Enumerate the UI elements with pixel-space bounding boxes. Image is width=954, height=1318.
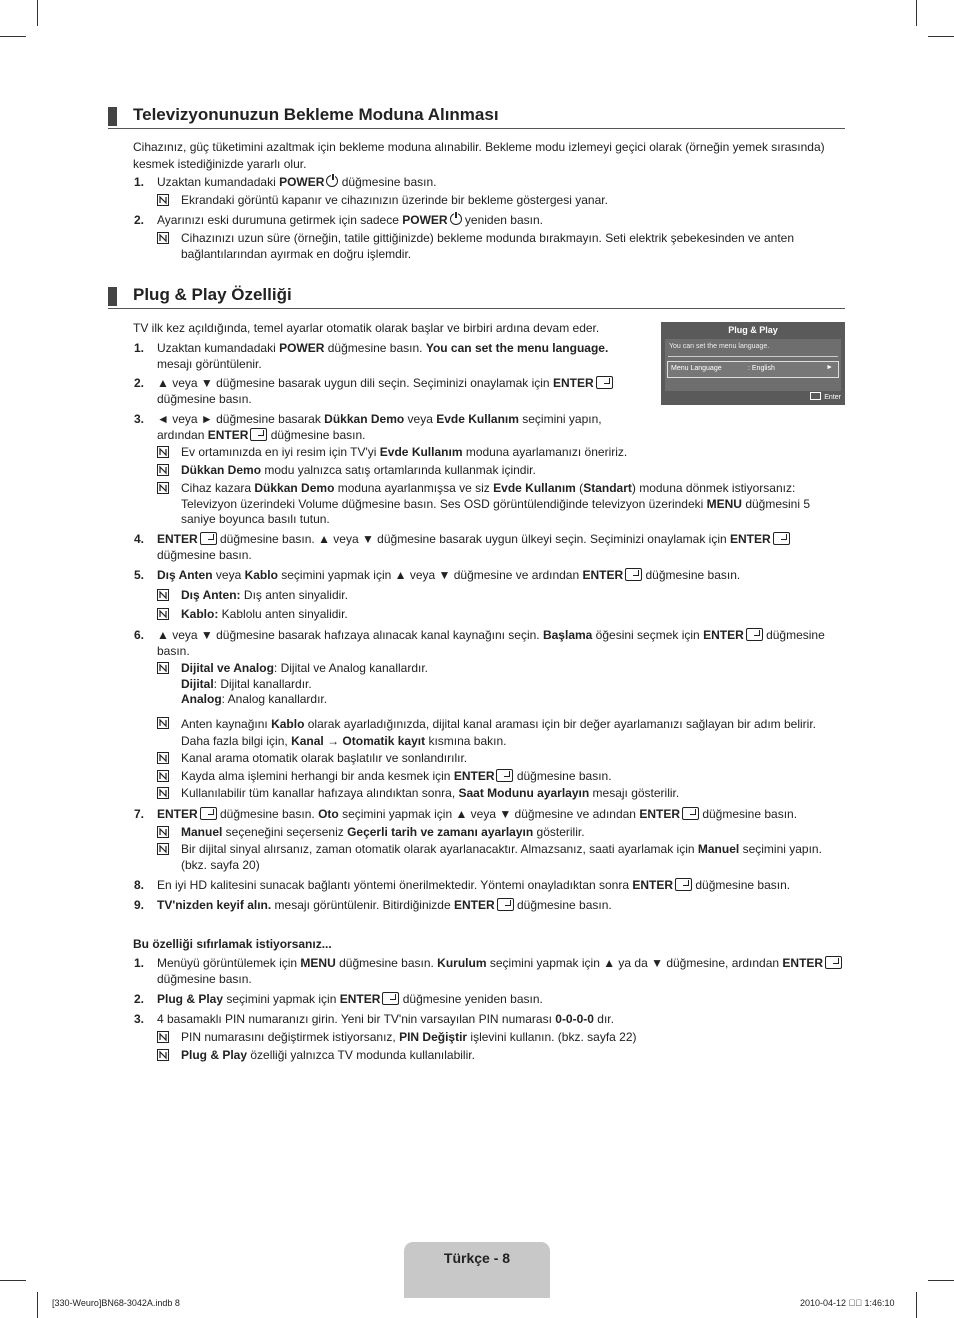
section-title: Televizyonunuzun Bekleme Moduna Alınması xyxy=(133,105,499,124)
step-number: 1. xyxy=(134,956,145,970)
menu-language-label: Menu Language xyxy=(671,365,722,372)
enter-icon xyxy=(773,532,790,545)
note-icon xyxy=(157,464,169,476)
note-icon xyxy=(157,608,169,620)
note-icon xyxy=(157,589,169,601)
step-text: TV'nizden keyif alın. mesajı görüntülenir. Bitirdiğinizde ENTER düğmesine basın. xyxy=(157,898,612,912)
osd-message: You can set the menu language. xyxy=(669,343,770,350)
step-text: Dış Anten veya Kablo seçimini yapmak için ▲ veya ▼ düğmesine ve ardından ENTER düğmesine basın. xyxy=(157,568,741,582)
intro-paragraph: TV ilk kez açıldığında, temel ayarlar otomatik olarak başlar ve birbiri ardına devam eder. xyxy=(133,321,600,335)
menu-language-value: : English xyxy=(748,365,775,372)
heading-bar xyxy=(108,287,117,306)
step-number: 2. xyxy=(134,376,145,390)
note-icon xyxy=(157,717,169,729)
step-text: 4 basamaklı PIN numaranızı girin. Yeni bir TV'nin varsayılan PIN numarası 0-0-0-0 dır. xyxy=(157,1012,614,1026)
page-number-tab xyxy=(404,1242,550,1298)
enter-icon xyxy=(250,428,267,441)
step-text: Uzaktan kumandadaki POWER düğmesine basın. You can set the menu language. mesajı görüntülenir. xyxy=(157,341,609,371)
page-number: Türkçe - 8 xyxy=(443,1250,511,1266)
step-text: Plug & Play seçimini yapmak için ENTER düğmesine yeniden basın. xyxy=(157,992,543,1006)
section-title: Plug & Play Özelliği xyxy=(133,285,292,304)
step-number: 3. xyxy=(134,1012,145,1026)
step-number: 1. xyxy=(134,175,145,189)
step-text: ENTER düğmesine basın. ▲ veya ▼ düğmesine basarak uygun ülkeyi seçin. Seçiminizi onaylamak için ENTER düğmesine basın. xyxy=(157,532,845,563)
step-text: ENTER düğmesine basın. Oto seçimini yapmak için ▲ veya ▼ düğmesine ve adından ENTER düğmesine basın. xyxy=(157,807,798,821)
crop-mark xyxy=(37,0,38,26)
enter-icon xyxy=(382,992,399,1005)
note-icon xyxy=(157,662,169,674)
crop-mark xyxy=(916,0,917,26)
step-number: 3. xyxy=(134,412,145,426)
note-icon xyxy=(157,787,169,799)
note-icon xyxy=(157,1031,169,1043)
enter-icon xyxy=(675,878,692,891)
enter-icon xyxy=(497,898,514,911)
crop-mark xyxy=(916,1292,917,1318)
step-number: 7. xyxy=(134,807,145,821)
step-number: 2. xyxy=(134,992,145,1006)
crop-mark xyxy=(928,1280,954,1281)
step-text: ▲ veya ▼ düğmesine basarak uygun dili seçin. Seçiminizi onaylamak için ENTER düğmesine basın. xyxy=(157,376,637,407)
crop-mark xyxy=(37,1292,38,1318)
step-text: ▲ veya ▼ düğmesine basarak hafızaya alınacak kanal kaynağını seçin. Başlama öğesini seçmek için ENTER düğmesine basın. xyxy=(157,628,825,658)
crop-mark xyxy=(0,36,26,37)
step-text: Ayarınızı eski durumuna getirmek için sadece POWER yeniden basın. xyxy=(157,213,543,227)
note-icon xyxy=(157,826,169,838)
enter-icon xyxy=(200,807,217,820)
osd-title: Plug & Play xyxy=(728,325,778,335)
note-icon xyxy=(157,770,169,782)
section-heading-standby xyxy=(108,106,845,129)
power-icon xyxy=(326,175,338,187)
step-text: ◄ veya ► düğmesine basarak Dükkan Demo veya Evde Kullanım seçimini yapın, ardından ENTER düğmesine basın. xyxy=(157,412,602,442)
crop-mark xyxy=(928,36,954,37)
step-number: 6. xyxy=(134,628,145,642)
step-text: En iyi HD kalitesini sunacak bağlantı yöntemi önerilmektedir. Yöntemi onayladıktan sonra ENTER düğmesine basın. xyxy=(157,878,791,892)
note-icon xyxy=(157,232,169,244)
arrow-right-icon: ► xyxy=(826,364,833,371)
step-number: 4. xyxy=(134,532,145,546)
note-icon xyxy=(157,482,169,494)
note-icon xyxy=(157,194,169,206)
step-number: 1. xyxy=(134,341,145,355)
section-heading-plug-play xyxy=(108,286,845,309)
enter-icon xyxy=(496,769,513,782)
divider xyxy=(668,356,838,357)
note-icon xyxy=(157,446,169,458)
step-number: 9. xyxy=(134,898,145,912)
crop-mark xyxy=(0,1280,26,1281)
power-icon xyxy=(450,213,462,225)
enter-icon xyxy=(200,532,217,545)
step-number: 2. xyxy=(134,213,145,227)
step-number: 8. xyxy=(134,878,145,892)
intro-paragraph: Cihazınız, güç tüketimini azaltmak için bekleme moduna alınabilir. Bekleme modu izlemeyi geçici olarak (örneğin yemek sırasında) kesmek istediğinizde yararlı olur. xyxy=(133,140,825,171)
step-text: Uzaktan kumandadaki POWER düğmesine basın. xyxy=(157,175,437,189)
note-icon xyxy=(157,1049,169,1061)
reset-heading: Bu özelliği sıfırlamak istiyorsanız... xyxy=(133,937,332,951)
enter-icon xyxy=(682,807,699,820)
print-slug-right: 2010-04-12 ￿￿ 1:46:10 xyxy=(800,1298,895,1308)
enter-icon xyxy=(596,376,613,389)
enter-icon xyxy=(825,956,842,969)
step-number: 5. xyxy=(134,568,145,582)
osd-screen xyxy=(661,322,845,405)
osd-panel xyxy=(665,339,841,391)
heading-bar xyxy=(108,107,117,126)
enter-icon xyxy=(810,392,821,400)
note-icon xyxy=(157,843,169,855)
osd-enter-hint: Enter xyxy=(810,392,841,401)
note-icon xyxy=(157,752,169,764)
menu-language-row xyxy=(667,361,839,378)
step-text: Menüyü görüntülemek için MENU düğmesine basın. Kurulum seçimini yapmak için ▲ ya da ▼ düğmesine, ardından ENTER düğmesine basın. xyxy=(157,956,845,987)
enter-icon xyxy=(625,568,642,581)
enter-icon xyxy=(746,628,763,641)
print-slug-left: [330-Weuro]BN68-3042A.indb 8 xyxy=(52,1298,180,1308)
